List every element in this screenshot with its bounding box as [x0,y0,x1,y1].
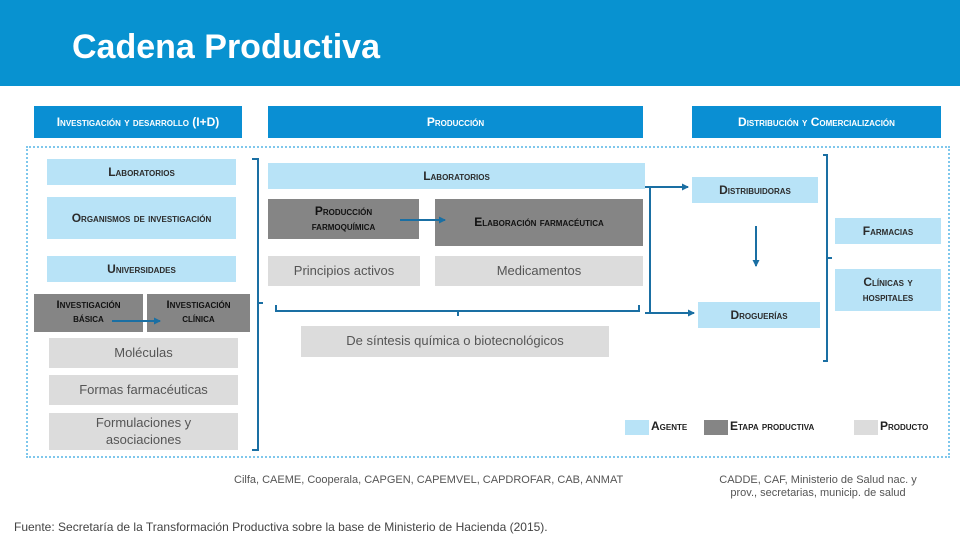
agent-label: Distribuidoras [719,182,791,197]
produccion-actors-note: Cilfa, CAEME, Cooperala, CAPGEN, CAPEMVEL, CAPDROFAR, CAB, ANMAT [234,474,624,486]
product-label: Principios activos [293,262,395,278]
agent-label: Laboratorios [108,164,175,179]
agent-label: Universidades [107,261,176,276]
source-note: Fuente: Secretaría de la Transformación Productiva sobre la base de Ministerio de Hacienda (2015). [14,520,548,534]
distribucion-actors-note [700,474,936,500]
agent-label: Farmacias [862,223,914,238]
agent-label: Laboratorios [423,168,490,183]
bracket-produccion-bottom [276,305,639,311]
stage-label: Elaboración farmacéutica [474,215,604,229]
section-header-id-label: Investigación y desarrollo (I+D) [56,114,220,129]
legend-stage-swatch [704,420,728,435]
legend-agent-label: Agente [651,419,688,433]
agent-label: Droguerías [730,307,788,322]
stage-label: Investigación clínica [166,299,231,325]
bracket-id-right [252,159,258,450]
legend-product-swatch [854,420,878,435]
stage-label: Producción farmoquímica [311,204,376,233]
agent-label: Organismos de investigación [71,210,212,225]
product-label: Formulaciones y asociaciones [95,415,192,447]
product-label: Medicamentos [496,262,582,278]
bracket-produccion-right [645,187,650,313]
legend-product-label: Producto [880,419,929,433]
section-header-distribucion-label: Distribución y Comercialización [738,114,895,129]
product-label: De síntesis química o biotecnológicos [346,333,564,349]
legend-stage-label: Etapa productiva [730,419,815,433]
distribucion-actors-line1: CADDE, CAF, Ministerio de Salud nac. y [719,474,917,486]
stage-label: Investigación básica [56,299,121,325]
product-label: Formas farmacéuticas [79,381,208,397]
product-label: Moléculas [114,344,173,360]
legend-agent-swatch [625,420,649,435]
agent-label: Clínicas y hospitales [862,275,914,304]
bracket-distribucion-right [823,155,827,361]
section-header-produccion-label: Producción [426,114,485,129]
distribucion-actors-line2: prov., secretarias, municip. de salud [730,487,906,500]
page-title: Cadena Productiva [72,28,380,66]
